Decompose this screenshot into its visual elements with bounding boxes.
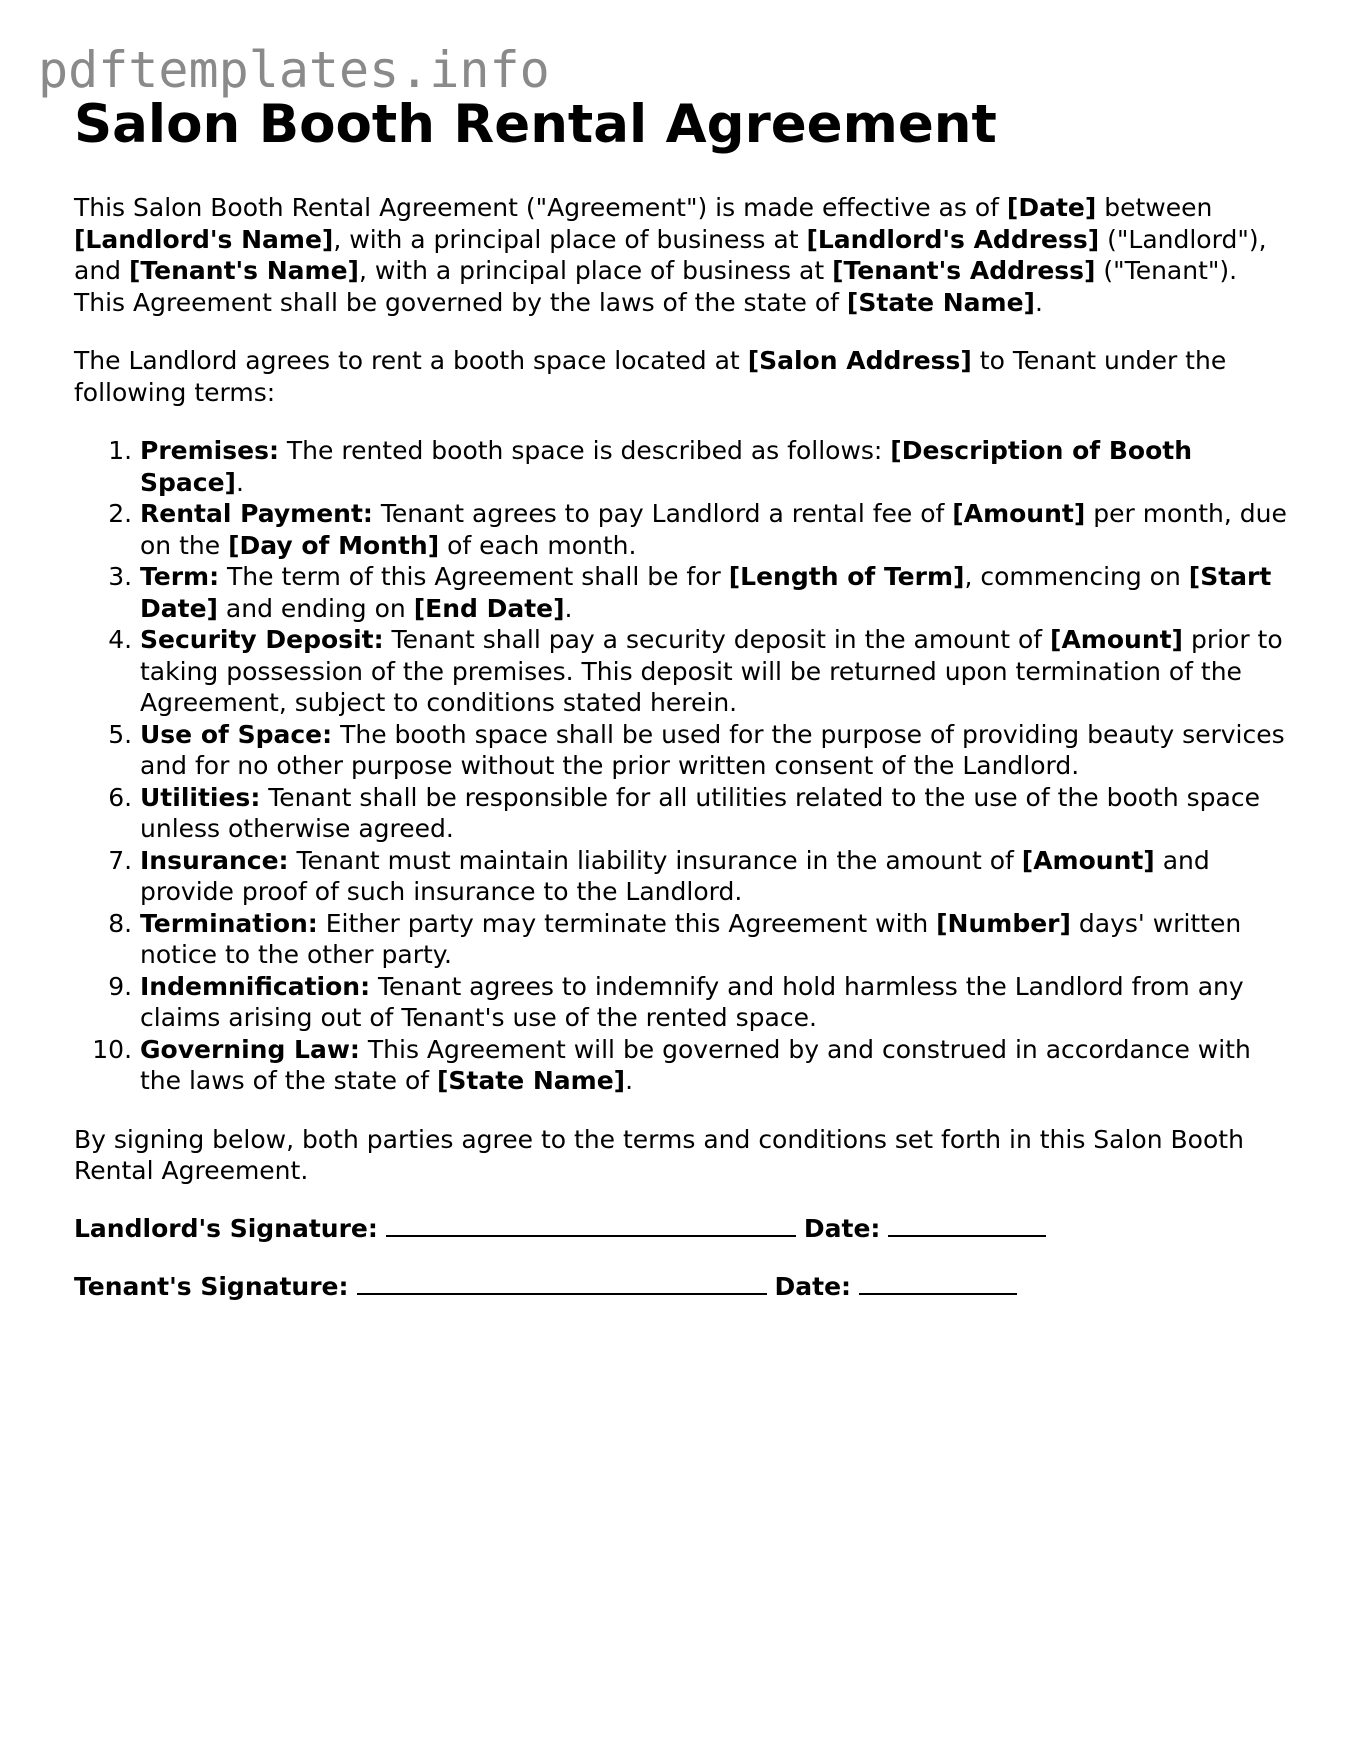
tenant-date-label: Date: [774, 1271, 852, 1301]
placeholder-landlord-name: [Landlord's Name] [74, 224, 334, 254]
term-item-security-deposit: 4. Security Deposit: Tenant shall pay a security deposit in the amount of [Amount] prior to taking possession of the premises. This deposit will be returned upon termination of the Agreement, subject to conditions stated herein. [140, 624, 1296, 719]
placeholder-tenant-address: [Tenant's Address] [832, 256, 1096, 285]
tenant-date-field[interactable] [859, 1271, 1017, 1295]
page-title: Salon Booth Rental Agreement [74, 94, 997, 155]
landlord-date-field[interactable] [888, 1213, 1046, 1237]
term-item-governing-law: 10. Governing Law: This Agreement will be governed by and construed in accordance with the laws of the state of [State Name]. [140, 1034, 1296, 1097]
document-body [74, 92, 1296, 1302]
tenant-signature-label: Tenant's Signature: [74, 1271, 349, 1301]
term-item-rental-payment: 2. Rental Payment: Tenant agrees to pay Landlord a rental fee of [Amount] per month, due on the [Day of Month] of each month. [140, 498, 1296, 561]
landlord-signature-field[interactable] [386, 1213, 796, 1237]
terms-list [74, 435, 1296, 1097]
landlord-date-label: Date: [803, 1213, 881, 1243]
tenant-signature-line [74, 1271, 1296, 1302]
placeholder-date: [Date] [1006, 193, 1097, 222]
intro-paragraph: This Salon Booth Rental Agreement ("Agreement") is made effective as of [Date] between [Landlord's Name], with a principal place of business at [Landlord's Address] ("Landlord"), and [Tenant's Name], with a principal place of business at [Tenant's Address] ("Tenant"). This Agreement shall be governed by the laws of the state of [State Name]. [74, 193, 1267, 317]
placeholder-landlord-address: [Landlord's Address] [806, 224, 1100, 254]
term-item-utilities: 6. Utilities: Tenant shall be responsible for all utilities related to the use of the booth space unless otherwise agreed. [140, 782, 1296, 845]
term-item-use-of-space: 5. Use of Space: The booth space shall be used for the purpose of providing beauty services and for no other purpose without the prior written consent of the Landlord. [140, 719, 1296, 782]
placeholder-salon-address: [Salon Address] [747, 346, 972, 375]
landlord-signature-label: Landlord's Signature: [74, 1213, 378, 1243]
watermark-text: pdftemplates.info [38, 41, 550, 99]
closing-paragraph: By signing below, both parties agree to the terms and conditions set forth in this Salon Booth Rental Agreement. [74, 1124, 1244, 1185]
placeholder-tenant-name: [Tenant's Name] [128, 256, 359, 285]
placeholder-state-name: [State Name] [846, 287, 1035, 317]
landlord-signature-line [74, 1213, 1296, 1244]
tenant-signature-field[interactable] [357, 1271, 767, 1295]
term-item-premises: 1. Premises: The rented booth space is described as follows: [Description of Booth Space]. [140, 435, 1296, 498]
term-item-insurance: 7. Insurance: Tenant must maintain liability insurance in the amount of [Amount] and provide proof of such insurance to the Landlord. [140, 845, 1296, 908]
term-item-term: 3. Term: The term of this Agreement shall be for [Length of Term], commencing on [Start Date] and ending on [End Date]. [140, 561, 1296, 624]
term-item-indemnification: 9. Indemnification: Tenant agrees to indemnify and hold harmless the Landlord from any claims arising out of Tenant's use of the rented space. [140, 971, 1296, 1034]
rent-clause-paragraph: The Landlord agrees to rent a booth space located at [Salon Address] to Tenant under the following terms: [74, 346, 1227, 407]
term-item-termination: 8. Termination: Either party may terminate this Agreement with [Number] days' written notice to the other party. [140, 908, 1296, 971]
